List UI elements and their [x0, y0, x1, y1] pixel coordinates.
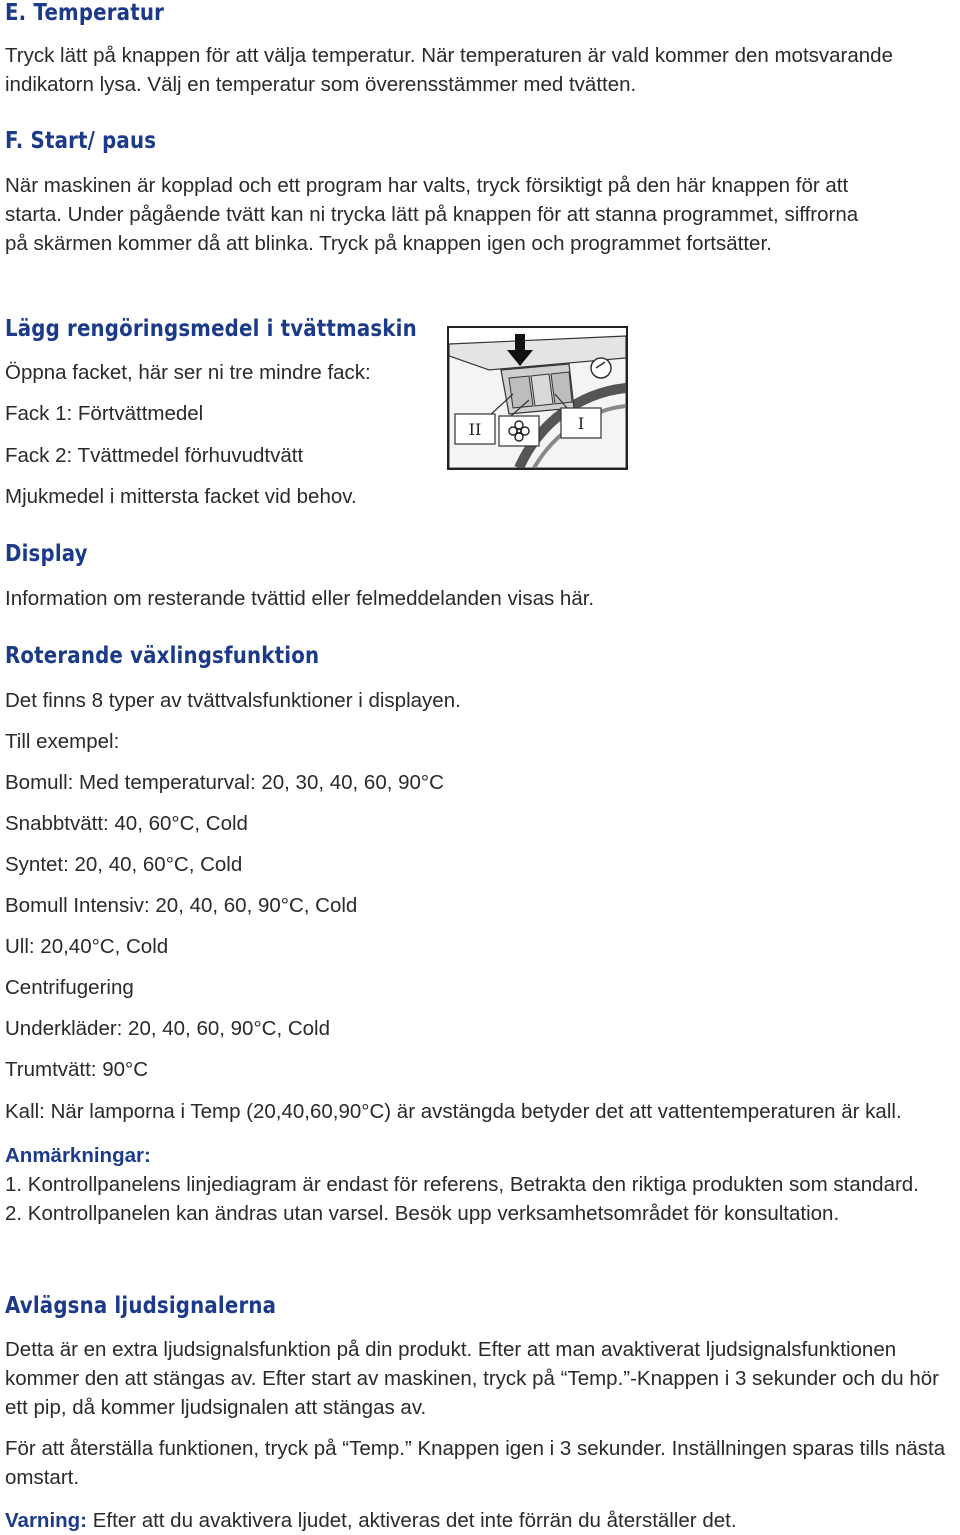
start-pause-text: När maskinen är kopplad och ett program har valts, tryck försiktigt på den här knappen för att starta. Under pågående tvätt kan ni trycka lätt på knappen för att stanna programmet, siffrorna på skärmen kommer då att blinka. Tryck på knappen igen och programmet fortsätter. [5, 174, 859, 255]
display-text: Information om resterande tvättid eller felmeddelanden visas här. [5, 587, 595, 610]
program-item: Centrifugering [5, 976, 134, 999]
sound-paragraph-1: Detta är en extra ljudsignalsfunktion på din produkt. Efter att man avaktiverat ljudsignalsfunktionen kommer den att stängas av. Efter start av maskinen, tryck på “Temp.”-Knappen i 3 sekunder och du hör ett pip, då kommer ljudsignalen att stängas av. [5, 1338, 939, 1419]
section-heading-start-pause: F. Start/ paus [5, 128, 157, 154]
remark-item: 2. Kontrollpanelen kan ändras utan varsel. Besök upp verksamhetsområdet för konsultation. [5, 1202, 840, 1225]
program-item: Ull: 20,40°C, Cold [5, 935, 169, 958]
program-item: Trumtvätt: 90°C [5, 1058, 148, 1081]
section-heading-rotary: Roterande växlingsfunktion [5, 643, 320, 669]
remarks-heading: Anmärkningar: [5, 1144, 151, 1167]
detergent-line-4: Mjukmedel i mittersta facket vid behov. [5, 485, 357, 508]
warning-line [5, 1506, 737, 1535]
program-item: Underkläder: 20, 40, 60, 90°C, Cold [5, 1017, 330, 1040]
program-item: Bomull: Med temperaturval: 20, 30, 40, 60, 90°C [5, 771, 444, 794]
section-heading-temperature: E. Temperatur [5, 0, 165, 26]
warning-text: Efter att du avaktivera ljudet, aktiveras det inte förrän du återställer det. [87, 1509, 737, 1532]
program-item: Syntet: 20, 40, 60°C, Cold [5, 853, 243, 876]
detergent-line-2: Fack 1: Förtvättmedel [5, 402, 204, 425]
rotary-intro: Det finns 8 typer av tvättvalsfunktioner i displayen. [5, 689, 461, 712]
section-heading-display: Display [5, 541, 88, 567]
program-item: Snabbtvätt: 40, 60°C, Cold [5, 812, 248, 835]
sound-paragraph-2: För att återställa funktionen, tryck på “Temp.” Knappen igen i 3 sekunder. Inställningen sparas tills nästa omstart. [5, 1437, 946, 1489]
section-heading-detergent: Lägg rengöringsmedel i tvättmaskin [5, 316, 417, 342]
section-heading-sound: Avlägsna ljudsignalerna [5, 1293, 277, 1319]
detergent-line-3: Fack 2: Tvättmedel förhuvudtvätt [5, 444, 304, 467]
temperature-text: Tryck lätt på knappen för att välja temperatur. När temperaturen är vald kommer den motsvarande indikatorn lysa. Välj en temperatur som överensstämmer med tvätten. [5, 44, 893, 96]
detergent-line-1: Öppna facket, här ser ni tre mindre fack: [5, 361, 371, 384]
compartment-label-right: I [577, 414, 585, 433]
cold-note: Kall: När lamporna i Temp (20,40,60,90°C) är avstängda betyder det att vattentemperaturen är kall. [5, 1100, 902, 1123]
rotary-example-label: Till exempel: [5, 730, 120, 753]
remark-item: 1. Kontrollpanelens linjediagram är endast för referens, Betrakta den riktiga produkten som standard. [5, 1173, 919, 1196]
program-item: Bomull Intensiv: 20, 40, 60, 90°C, Cold [5, 894, 358, 917]
detergent-drawer-illustration [447, 326, 628, 470]
drawer-drawing [449, 328, 626, 468]
warning-label: Varning: [5, 1509, 88, 1532]
compartment-label-left: II [468, 420, 482, 439]
